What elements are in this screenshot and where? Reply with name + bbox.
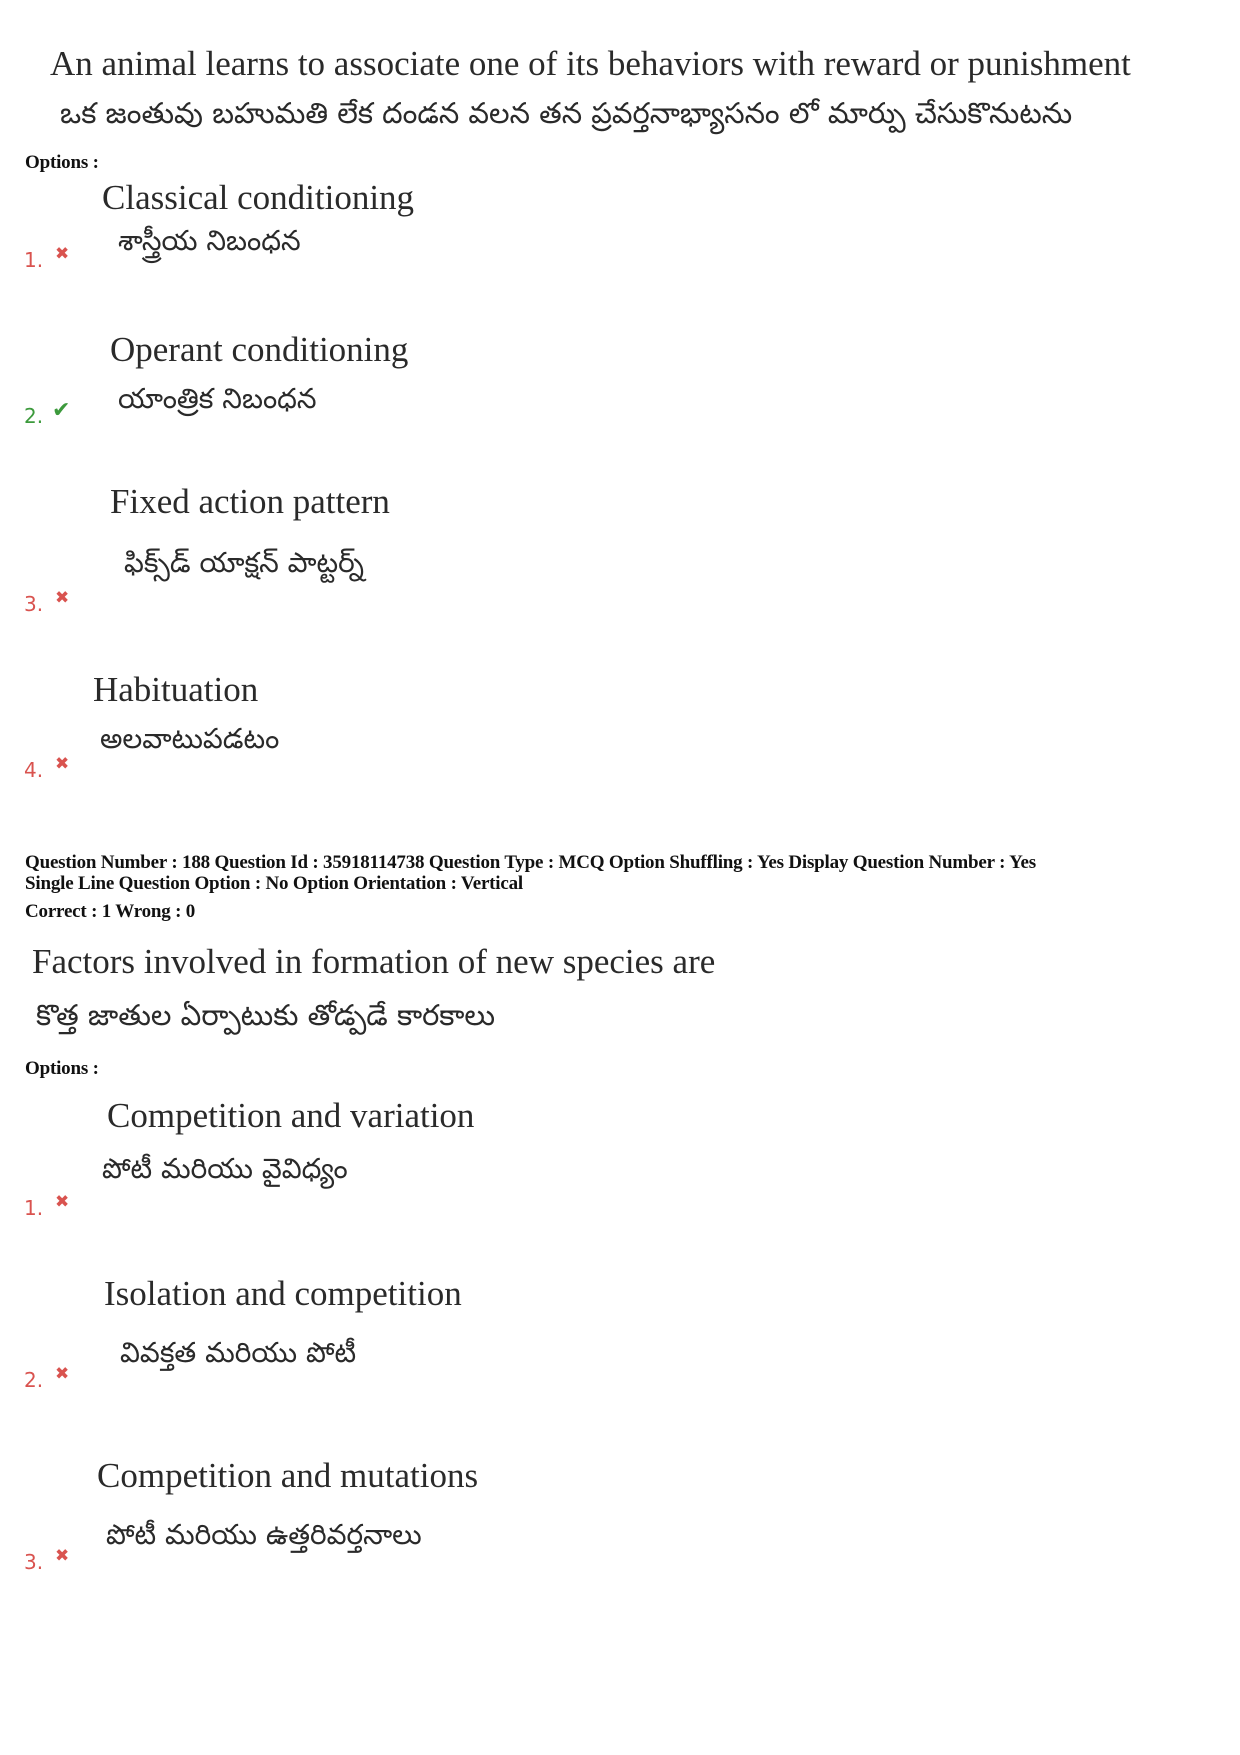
wrong-mark-icon: ✖ (55, 1546, 70, 1566)
wrong-mark-icon: ✖ (55, 754, 70, 774)
option-number: 2. (24, 1368, 44, 1392)
option-text-te: వివక్తత మరియు పోటీ (120, 1336, 357, 1369)
question-text-te: ఒక జంతువు బహుమతి లేక దండన వలన తన ప్రవర్తనాభ్యాసనం లో మార్పు చేసుకొనుటను (60, 96, 1073, 130)
question-meta-line-2: Single Line Question Option : No Option Orientation : Vertical (25, 873, 523, 894)
option-text-te: పోటీ మరియు వైవిధ్యం (102, 1152, 348, 1185)
wrong-mark-icon: ✖ (55, 244, 70, 264)
option-text-en: Competition and variation (107, 1096, 475, 1135)
question-meta-line-1: Question Number : 188 Question Id : 35918114738 Question Type : MCQ Option Shuffling : Yes Display Question Number : Yes (25, 852, 1036, 873)
option-text-te: పోటీ మరియు ఉత్తరివర్తనాలు (106, 1518, 422, 1551)
check-mark-icon: ✔ (52, 398, 71, 423)
wrong-mark-icon: ✖ (55, 1364, 70, 1384)
option-text-te: శాస్త్రీయ నిబంధన (118, 224, 301, 257)
option-text-en: Isolation and competition (104, 1274, 462, 1313)
option-text-te: ఫిక్స్‌డ్ యాక్షన్ పాట్టర్న్ (124, 546, 364, 579)
option-text-en: Operant conditioning (110, 330, 409, 369)
question-text-en: Factors involved in formation of new species are (32, 942, 716, 981)
wrong-mark-icon: ✖ (55, 1192, 70, 1212)
option-text-en: Fixed action pattern (110, 482, 390, 521)
option-text-te: యాంత్రిక నిబంధన (118, 382, 317, 415)
option-number: 2. (24, 404, 44, 428)
marks-line: Correct : 1 Wrong : 0 (25, 901, 196, 922)
option-number: 1. (24, 248, 44, 272)
option-number: 3. (24, 592, 44, 616)
options-label: Options : (25, 152, 99, 173)
question-text-te: కొత్త జాతుల ఏర్పాటుకు తోడ్పడే కారకాలు (36, 998, 496, 1032)
option-text-te: అలవాటుపడటం (100, 722, 280, 755)
option-number: 1. (24, 1196, 44, 1220)
wrong-mark-icon: ✖ (55, 588, 70, 608)
option-number: 3. (24, 1550, 44, 1574)
option-number: 4. (24, 758, 44, 782)
options-label: Options : (25, 1058, 99, 1079)
option-text-en: Habituation (93, 670, 259, 709)
option-text-en: Competition and mutations (97, 1456, 479, 1495)
question-text-en: An animal learns to associate one of its behaviors with reward or punishment (50, 44, 1131, 83)
option-text-en: Classical conditioning (102, 178, 415, 217)
